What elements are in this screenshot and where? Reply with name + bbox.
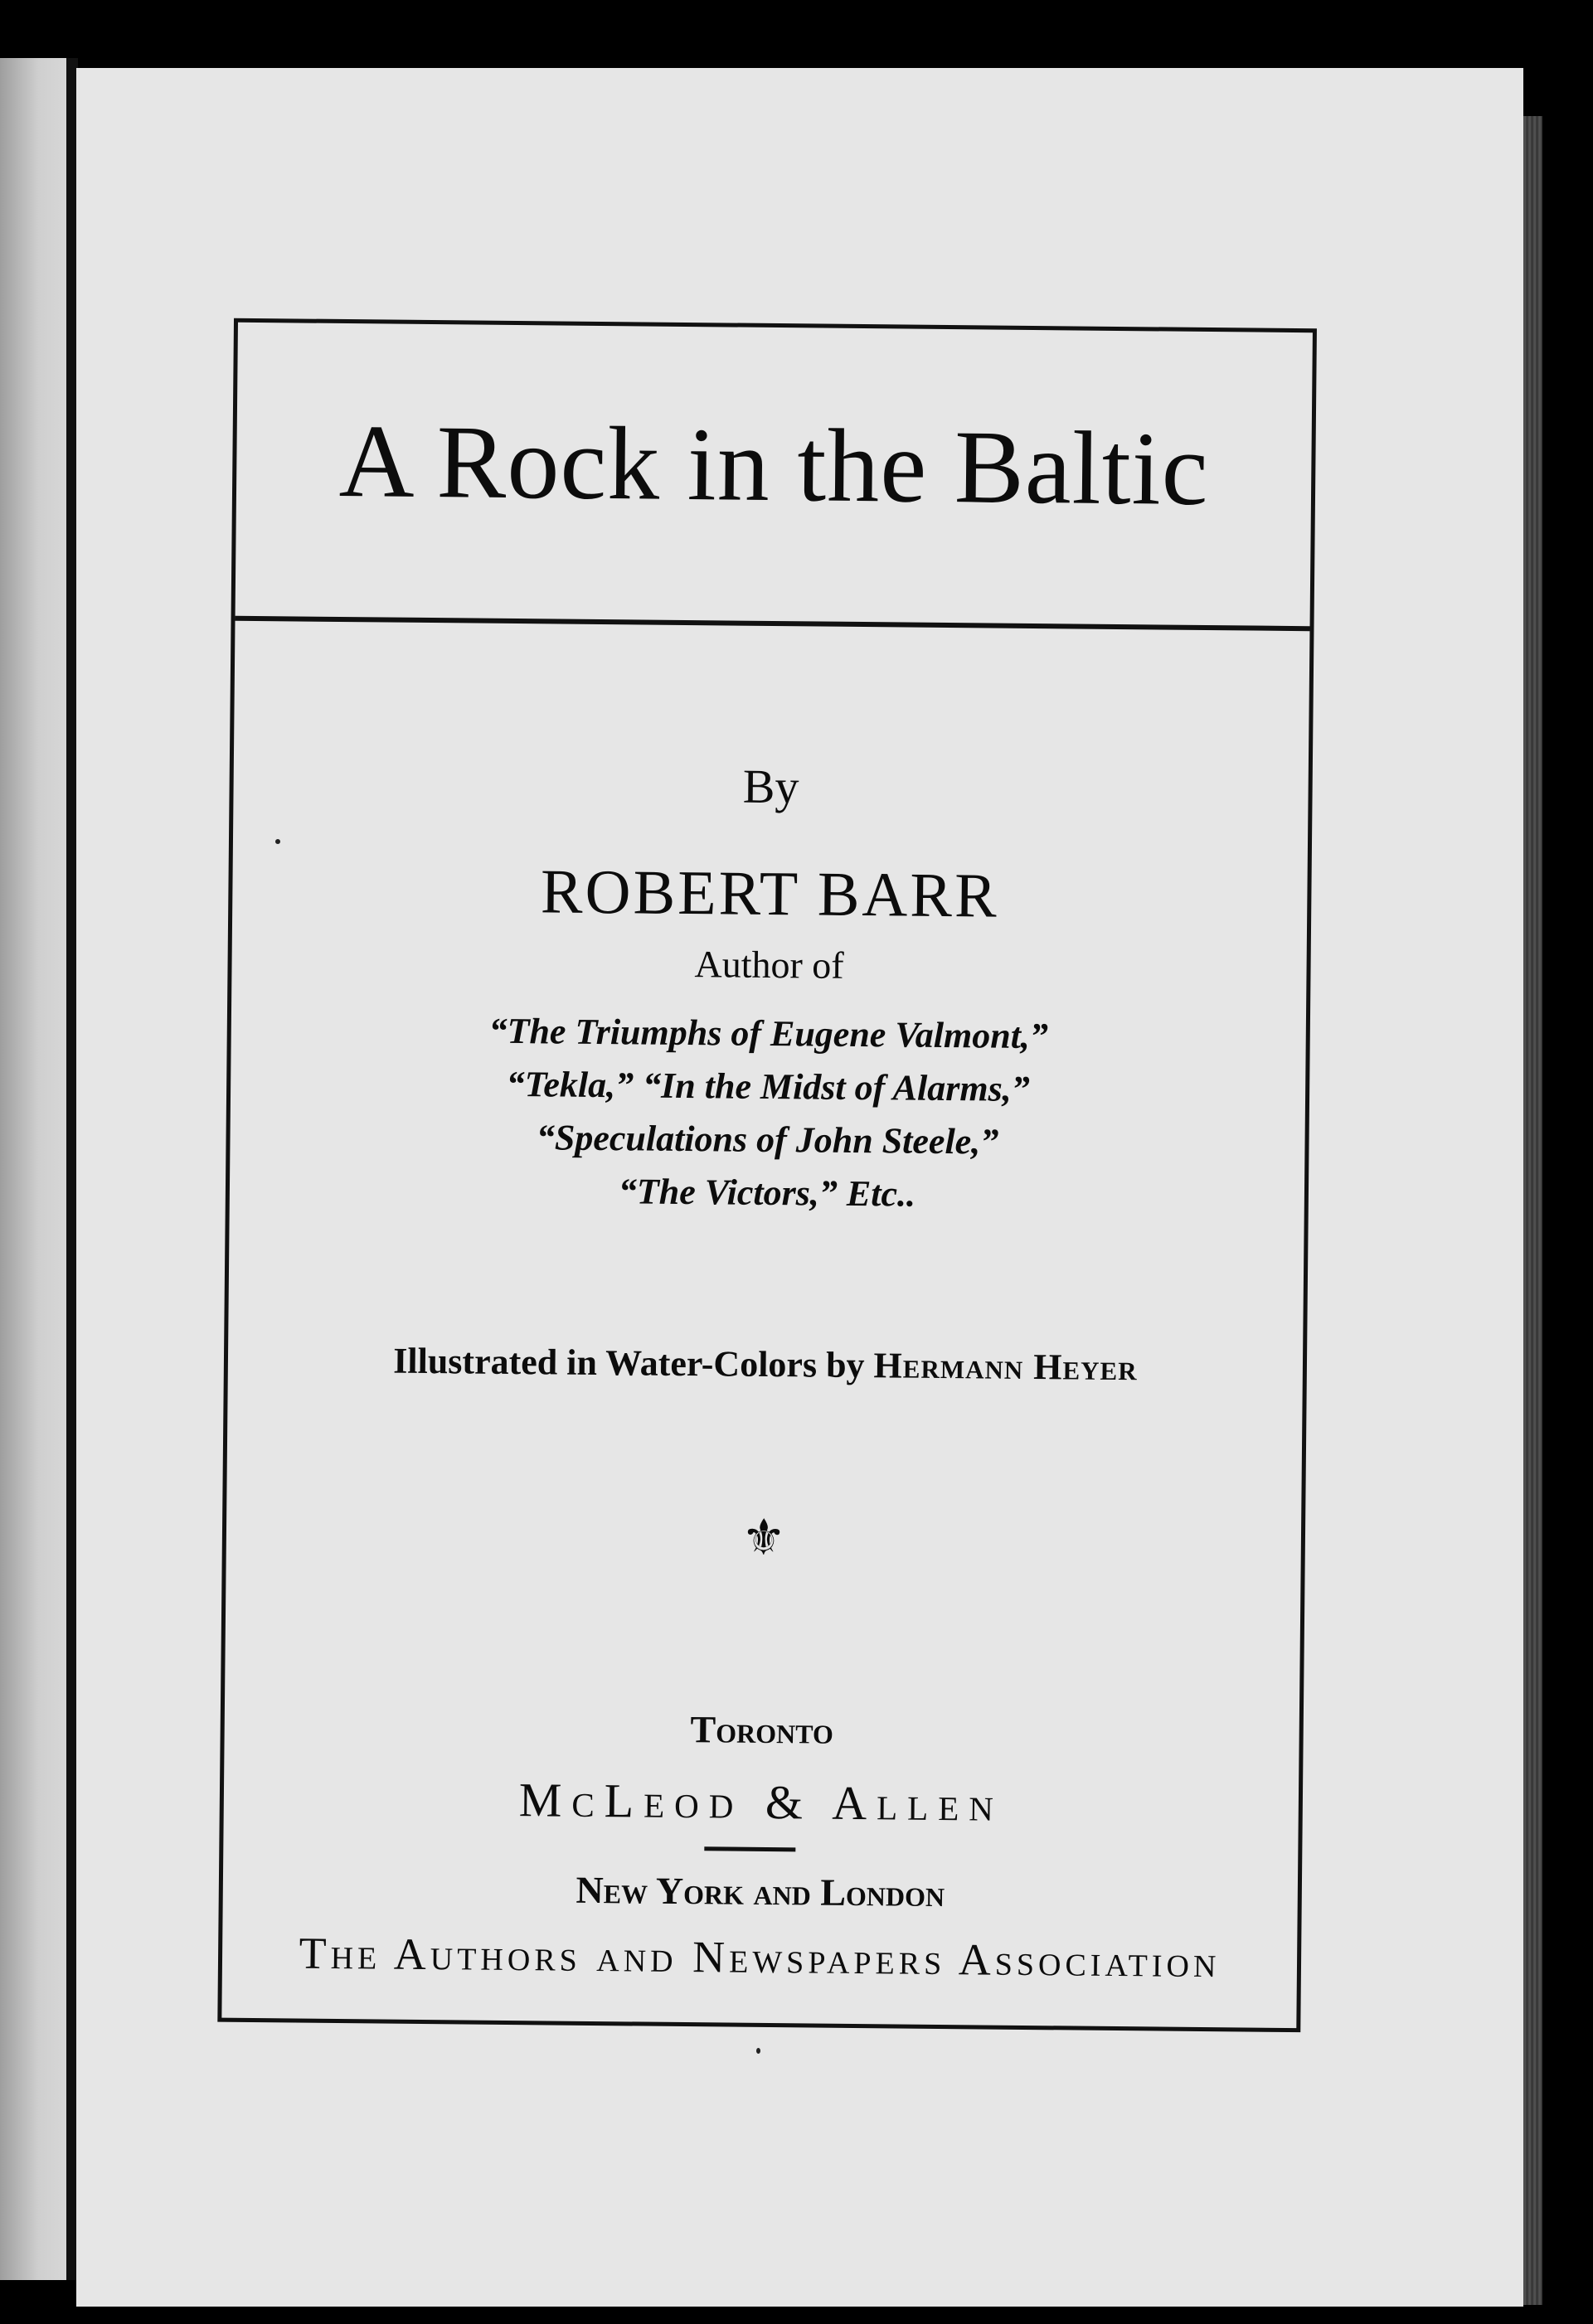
author-of-label: Author of bbox=[694, 943, 844, 987]
illustration-credit-prefix: Illustrated in Water-Colors by bbox=[393, 1340, 865, 1386]
imprint-city-primary: Toronto bbox=[690, 1708, 834, 1752]
other-work-line: “Speculations of John Steele,” bbox=[536, 1117, 999, 1162]
title-panel bbox=[236, 323, 1313, 631]
imprint-divider bbox=[704, 1846, 795, 1851]
title-page bbox=[76, 68, 1523, 2307]
illustrator-name: Hermann Heyer bbox=[873, 1345, 1138, 1389]
imprint-publisher-secondary: The Authors and Newspapers Association bbox=[299, 1928, 1221, 1987]
author-name: ROBERT BARR bbox=[540, 856, 1000, 931]
other-work-line: “Tekla,” “In the Midst of Alarms,” bbox=[506, 1063, 1030, 1109]
book-title: A Rock in the Baltic bbox=[338, 403, 1210, 528]
imprint-city-secondary: New York and London bbox=[576, 1868, 945, 1915]
other-work-line: “The Triumphs of Eugene Valmont,” bbox=[488, 1010, 1049, 1057]
fleur-de-lis-icon: ⚜ bbox=[741, 1510, 787, 1566]
illustration-credit bbox=[228, 1338, 1303, 1390]
dust-speck bbox=[756, 2048, 760, 2054]
facing-page-edge bbox=[0, 58, 70, 2280]
other-work-line: “The Victors,” Etc.. bbox=[618, 1171, 916, 1215]
imprint-publisher-primary: McLeod & Allen bbox=[518, 1773, 1004, 1832]
other-works-list bbox=[230, 1002, 1306, 1225]
page-border-frame bbox=[217, 318, 1317, 2032]
byline: By bbox=[742, 759, 799, 814]
